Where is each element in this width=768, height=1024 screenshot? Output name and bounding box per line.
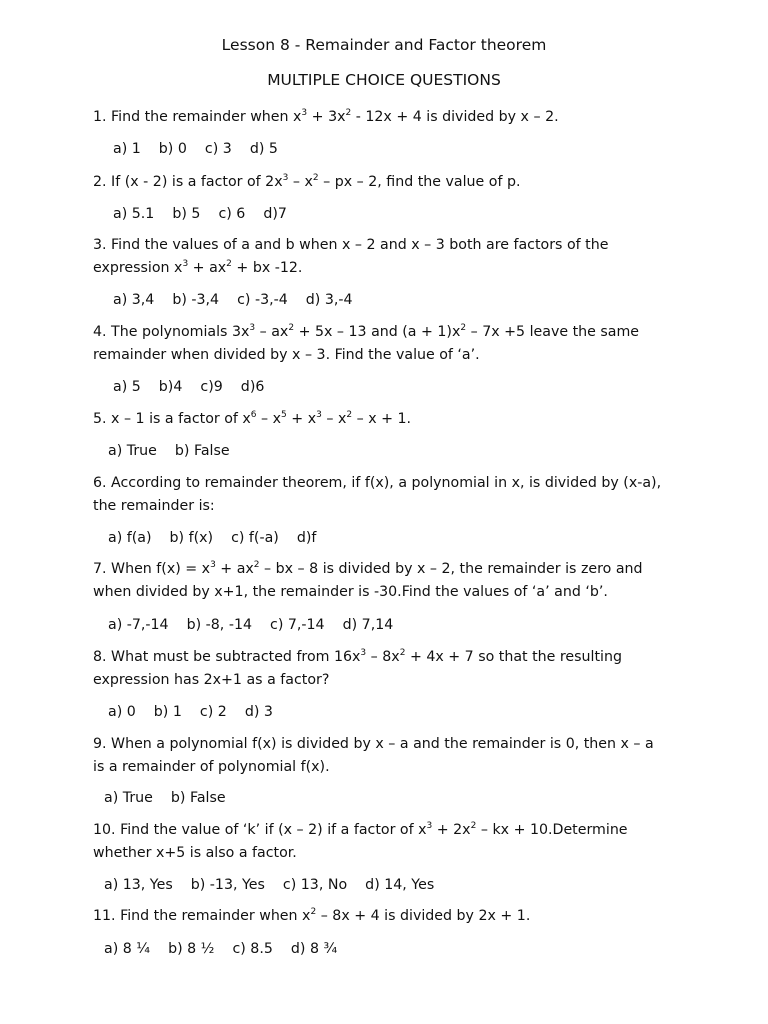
question-9-options: a) True b) False (104, 790, 226, 806)
question-text: 3. Find the values of a and b when x – 2 and x – 3 both are factors of the (93, 237, 609, 253)
question-8-options: a) 0 b) 1 c) 2 d) 3 (108, 704, 273, 720)
question-text: + x (286, 411, 317, 427)
exponent: 2 (310, 907, 317, 917)
exponent: 2 (460, 323, 467, 333)
question-5-options: a) True b) False (108, 443, 230, 459)
question-text: 9. When a polynomial f(x) is divided by x – a and the remainder is 0, then x – a (93, 736, 654, 752)
question-3-line-1 (93, 235, 608, 255)
question-text: 2. If (x - 2) is a factor of 2x (93, 174, 283, 190)
question-text: + 4x + 7 so that the resulting (405, 649, 622, 665)
question-1-line-1 (93, 107, 559, 127)
question-text: – x (256, 411, 282, 427)
question-3-line-2 (93, 258, 302, 278)
question-2-line-1 (93, 172, 520, 192)
question-11-line-1 (93, 906, 530, 926)
question-7-options: a) -7,-14 b) -8, -14 c) 7,-14 d) 7,14 (108, 617, 394, 633)
question-text: the remainder is: (93, 498, 215, 514)
question-2-options: a) 5.1 b) 5 c) 6 d)7 (113, 206, 287, 222)
question-9-line-1 (93, 734, 654, 754)
question-7-line-2 (93, 582, 608, 602)
question-10-line-1 (93, 820, 628, 840)
question-text: 1. Find the remainder when x (93, 109, 302, 125)
question-text: 8. What must be subtracted from 16x (93, 649, 361, 665)
question-1-options: a) 1 b) 0 c) 3 d) 5 (113, 141, 278, 157)
exponent: 3 (301, 108, 308, 118)
question-text: 7. When f(x) = x (93, 561, 211, 577)
question-text: 5. x – 1 is a factor of x (93, 411, 251, 427)
question-text: + ax (215, 561, 254, 577)
question-text: 6. According to remainder theorem, if f(x), a polynomial in x, is divided by (x-a), (93, 475, 662, 491)
exponent: 2 (288, 323, 295, 333)
question-text: – x + 1. (352, 411, 412, 427)
question-4-line-2 (93, 345, 480, 365)
question-3-options: a) 3,4 b) -3,4 c) -3,-4 d) 3,-4 (113, 292, 353, 308)
question-text: whether x+5 is also a factor. (93, 845, 297, 861)
question-text: + bx -12. (231, 260, 303, 276)
exponent: 5 (281, 410, 287, 420)
exponent: 2 (312, 173, 319, 183)
question-6-options: a) f(a) b) f(x) c) f(-a) d)f (108, 530, 317, 546)
question-4-line-1 (93, 322, 639, 342)
question-text: + 3x (307, 109, 346, 125)
exponent: 2 (253, 560, 260, 570)
question-text: – x (288, 174, 313, 190)
question-text: 10. Find the value of ‘k’ if (x – 2) if a factor of x (93, 822, 427, 838)
question-text: + 5x – 13 and (a + 1)x (294, 324, 461, 340)
exponent: 3 (360, 648, 367, 658)
question-text: - 12x + 4 is divided by x – 2. (351, 109, 559, 125)
question-8-line-2 (93, 670, 329, 690)
question-text: expression has 2x+1 as a factor? (93, 672, 330, 688)
question-text: 4. The polynomials 3x (93, 324, 250, 340)
exponent: 3 (426, 821, 433, 831)
question-text: when divided by x+1, the remainder is -30.Find the values of ‘a’ and ‘b’. (93, 584, 608, 600)
question-text: – ax (255, 324, 289, 340)
question-text: remainder when divided by x – 3. Find the value of ‘a’. (93, 347, 480, 363)
question-10-line-2 (93, 843, 297, 863)
exponent: 2 (345, 108, 352, 118)
exponent: 2 (346, 410, 353, 420)
exponent: 3 (316, 410, 322, 420)
question-text: – 7x +5 leave the same (466, 324, 640, 340)
exponent: 2 (226, 259, 232, 269)
exponent: 6 (250, 410, 257, 420)
question-text: is a remainder of polynomial f(x). (93, 759, 330, 775)
question-9-line-2 (93, 757, 330, 777)
question-6-line-1 (93, 473, 661, 493)
exponent: 3 (182, 259, 189, 269)
question-text: + 2x (432, 822, 471, 838)
question-text: + ax (188, 260, 227, 276)
exponent: 2 (470, 821, 477, 831)
question-text: – 8x + 4 is divided by 2x + 1. (316, 908, 531, 924)
question-4-options: a) 5 b)4 c)9 d)6 (113, 379, 265, 395)
exponent: 2 (399, 648, 406, 658)
question-text: – 8x (366, 649, 400, 665)
question-8-line-1 (93, 647, 622, 667)
question-text: – px – 2, find the value of p. (318, 174, 521, 190)
question-text: – bx – 8 is divided by x – 2, the remainder is zero and (259, 561, 643, 577)
section-heading: MULTIPLE CHOICE QUESTIONS (267, 71, 501, 89)
question-7-line-1 (93, 559, 643, 579)
lesson-title: Lesson 8 - Remainder and Factor theorem (221, 36, 547, 54)
question-text: expression x (93, 260, 183, 276)
question-text: 11. Find the remainder when x (93, 908, 311, 924)
exponent: 3 (282, 173, 289, 183)
exponent: 3 (210, 560, 216, 570)
question-6-line-2 (93, 496, 215, 516)
question-10-options: a) 13, Yes b) -13, Yes c) 13, No d) 14, Yes (104, 877, 435, 893)
question-text: – kx + 10.Determine (476, 822, 628, 838)
question-11-options: a) 8 ¼ b) 8 ½ c) 8.5 d) 8 ¾ (104, 941, 338, 957)
question-5-line-1 (93, 409, 411, 429)
exponent: 3 (249, 323, 256, 333)
question-text: – x (321, 411, 347, 427)
